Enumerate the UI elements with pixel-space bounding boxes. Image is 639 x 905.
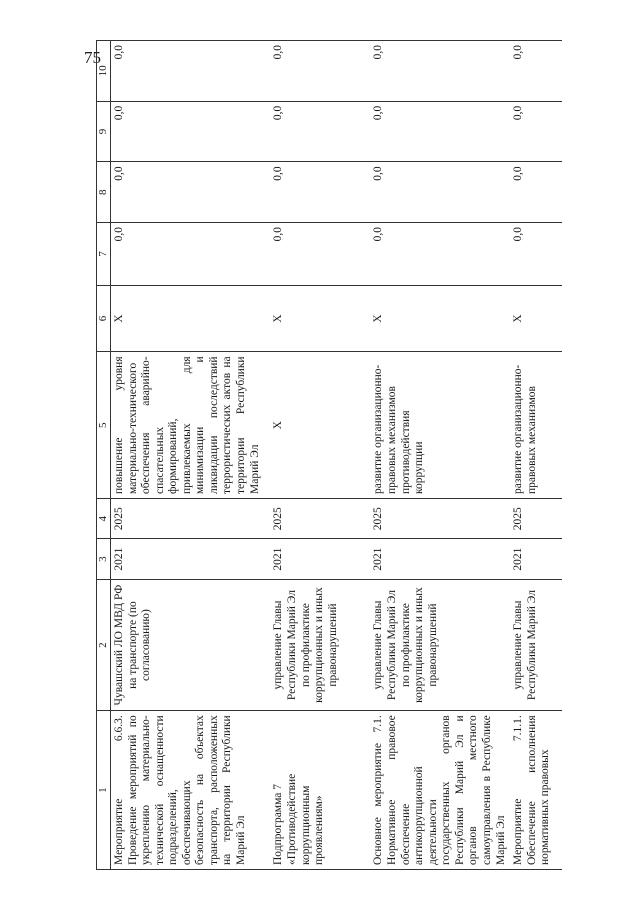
value-col9: 0,0	[370, 101, 510, 162]
column-number-row	[97, 41, 111, 870]
table-row	[270, 41, 370, 870]
col-header: 8	[97, 162, 111, 223]
col-header: 10	[97, 41, 111, 102]
table-row	[370, 41, 510, 870]
link-indicator: X	[510, 285, 562, 352]
col-header: 9	[97, 101, 111, 162]
measure-name: Мероприятие 7.1.1. Обеспечение исполнения нормативных правовых	[510, 711, 562, 870]
value-col10: 0,0	[370, 41, 510, 102]
measure-name: Мероприятие 6.6.3. Проведение мероприятий по укреплению материально-технической оснащенности подразделений, обеспечивающих безопасность на объектах транспорта, расположенных на территории Республики Марий Эл	[110, 711, 270, 870]
link-indicator: X	[370, 285, 510, 352]
table-row	[110, 41, 270, 870]
value-col7: 0,0	[270, 223, 370, 286]
link-indicator: X	[110, 285, 270, 352]
expected-result: X	[270, 352, 370, 499]
value-col9: 0,0	[510, 101, 562, 162]
col-header: 7	[97, 223, 111, 286]
value-col7: 0,0	[370, 223, 510, 286]
link-indicator: X	[270, 285, 370, 352]
col-header: 5	[97, 352, 111, 499]
end-year: 2025	[110, 498, 270, 538]
table-row	[510, 41, 562, 870]
end-year: 2025	[510, 498, 562, 538]
measure-name: Подпрограмма 7 «Противодействие коррупционным проявлениям»	[270, 711, 370, 870]
value-col8: 0,0	[110, 162, 270, 223]
start-year: 2021	[110, 539, 270, 579]
value-col10: 0,0	[510, 41, 562, 102]
value-col7: 0,0	[510, 223, 562, 286]
value-col8: 0,0	[270, 162, 370, 223]
expected-result: повышение уровня материально-технического обеспечения аварийно-спасательных формирований, привлекаемых для минимизации и ликвидации последствий террористических актов на территории Республики Марий Эл	[110, 352, 270, 499]
end-year: 2025	[270, 498, 370, 538]
value-col9: 0,0	[270, 101, 370, 162]
value-col8: 0,0	[510, 162, 562, 223]
program-table	[96, 40, 562, 870]
value-col10: 0,0	[270, 41, 370, 102]
value-col9: 0,0	[110, 101, 270, 162]
col-header: 6	[97, 285, 111, 352]
col-header: 3	[97, 539, 111, 579]
rotated-table-container	[96, 40, 636, 870]
value-col10: 0,0	[110, 41, 270, 102]
start-year: 2021	[510, 539, 562, 579]
executor: управление Главы Республики Марий Эл по профилактике коррупционных и иных правонарушений	[370, 579, 510, 710]
executor: Чувашский ЛО МВД РФ на транспорте (по согласованию)	[110, 579, 270, 710]
value-col8: 0,0	[370, 162, 510, 223]
start-year: 2021	[270, 539, 370, 579]
expected-result: развитие организационно-правовых механизмов	[510, 352, 562, 499]
col-header: 2	[97, 579, 111, 710]
col-header: 4	[97, 498, 111, 538]
end-year: 2025	[370, 498, 510, 538]
executor: управление Главы Республики Марий Эл по профилактике коррупционных и иных правонарушений	[270, 579, 370, 710]
start-year: 2021	[370, 539, 510, 579]
executor: управление Главы Республики Марий Эл	[510, 579, 562, 710]
col-header: 1	[97, 711, 111, 870]
measure-name: Основное мероприятие 7.1. Нормативное правовое обеспечение антикоррупционной деятельности государственных органов Республики Марий Эл и органов местного самоуправления в Республике Марий Эл	[370, 711, 510, 870]
expected-result: развитие организационно-правовых механизмов противодействия коррупции	[370, 352, 510, 499]
page-number: 75	[84, 48, 101, 67]
value-col7: 0,0	[110, 223, 270, 286]
